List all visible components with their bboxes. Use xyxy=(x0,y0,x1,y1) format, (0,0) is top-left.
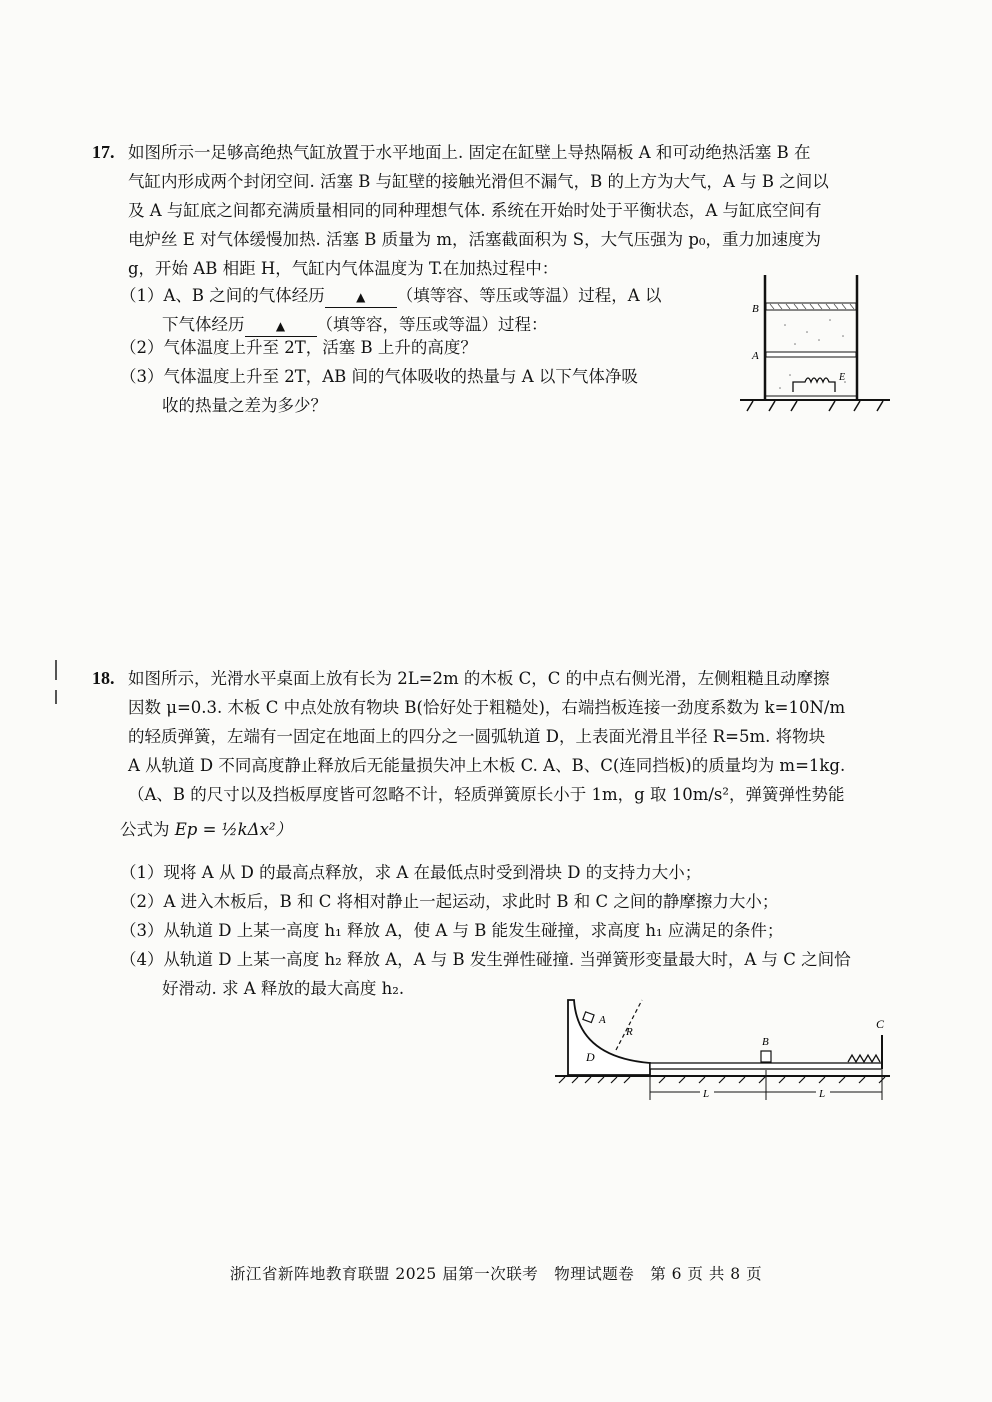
label-a: A xyxy=(752,350,759,362)
block-a xyxy=(583,1012,594,1023)
q17-line: 及 A 与缸底之间都充满质量相同的同种理想气体. 系统在开始时处于平衡状态，A 与缸底空间有 xyxy=(128,201,822,220)
q18-formula xyxy=(120,815,292,844)
q17-sub2: （2）气体温度上升至 2T，活塞 B 上升的高度？ xyxy=(120,338,477,357)
label-b: B xyxy=(762,1036,769,1048)
q18-line: 如图所示，光滑水平桌面上放有长为 2L=2m 的木板 C，C 的中点右侧光滑，左侧粗糙且动摩擦 xyxy=(128,669,830,688)
arc-track-d xyxy=(568,1000,650,1075)
label-r: R xyxy=(626,1026,633,1038)
q17-line: 气缸内形成两个封闭空间. 活塞 B 与缸壁的接触光滑但不漏气，B 的上方为大气，A 与 B 之间以 xyxy=(128,172,829,191)
radius-line xyxy=(616,1000,642,1050)
label-l2: L xyxy=(819,1088,826,1100)
q17-blank-1 xyxy=(325,286,397,308)
heater-coil xyxy=(793,378,835,392)
q17-line: g，开始 AB 相距 H，气缸内气体温度为 T.在加热过程中： xyxy=(128,259,559,278)
q17-stem xyxy=(128,138,918,283)
q17-line: 电炉丝 E 对气体缓慢加热. 活塞 B 质量为 m，活塞截面积为 S，大气压强为 p₀，重力加速度为 xyxy=(128,230,821,249)
q18-stem xyxy=(128,664,918,809)
q17-line: 如图所示一足够高绝热气缸放置于水平地面上. 固定在缸壁上导热隔板 A 和可动绝热活塞 B 在 xyxy=(128,143,811,162)
q17-cylinder-figure xyxy=(735,270,895,415)
q18-sub: （4）从轨道 D 上某一高度 h₂ 释放 A，A 与 B 发生弹性碰撞. 当弹簧形变量最大时，A 与 C 之间恰 xyxy=(120,950,851,969)
board-c xyxy=(650,1063,882,1069)
q17-sub3-line: 收的热量之差为多少？ xyxy=(162,396,327,415)
margin-mark xyxy=(55,660,57,680)
q18-line: 因数 μ=0.3. 木板 C 中点处放有物块 B(恰好处于粗糙处)，右端挡板连接一劲度系数为 k=10N/m xyxy=(128,698,846,717)
blank-marker: ▲ xyxy=(275,319,286,333)
label-a: A xyxy=(599,1014,606,1026)
label-c: C xyxy=(876,1017,885,1031)
q18-track-figure xyxy=(550,995,895,1105)
q17-sub1-text-c: 下气体经历 xyxy=(162,315,245,334)
block-b xyxy=(761,1051,771,1062)
page-footer: 浙江省新阵地教育联盟 2025 届第一次联考 物理试题卷 第 6 页 共 8 页 xyxy=(229,1265,763,1283)
formula: Ep = ½kΔx²） xyxy=(174,820,292,839)
margin-mark xyxy=(55,690,57,704)
q17-sub1-text-a: （1）A、B 之间的气体经历 xyxy=(120,286,325,305)
q18-sub: （1）现将 A 从 D 的最高点释放，求 A 在最低点时受到滑块 D 的支持力大小； xyxy=(120,863,702,882)
q18-line: A 从轨道 D 不同高度静止释放后无能量损失冲上木板 C. A、B、C(连同挡板)的质量均为 m=1kg. xyxy=(128,756,846,775)
q17-sub1-text-b: （填等容、等压或等温）过程，A 以 xyxy=(396,286,662,305)
label-e: E xyxy=(839,372,846,383)
q18-subs xyxy=(120,858,920,1003)
label-l1: L xyxy=(703,1088,710,1100)
label-d: D xyxy=(586,1050,595,1064)
q17-sub1-text-d: （填等容，等压或等温）过程： xyxy=(316,315,548,334)
q17-sub3 xyxy=(120,362,638,420)
q18-sub: （2）A 进入木板后，B 和 C 将相对静止一起运动，求此时 B 和 C 之间的静摩擦力大小； xyxy=(120,892,779,911)
q17-number: 17. xyxy=(92,142,115,162)
label-b: B xyxy=(752,303,759,315)
spring xyxy=(848,1055,880,1062)
q18-sub: 好滑动. 求 A 释放的最大高度 h₂. xyxy=(162,979,405,998)
q18-number: 18. xyxy=(92,668,115,688)
piston-b xyxy=(766,303,856,310)
q18-line: 的轻质弹簧，左端有一固定在地面上的四分之一圆弧轨道 D，上表面光滑且半径 R=5m. 将物块 xyxy=(128,727,826,746)
formula-prefix: 公式为 xyxy=(120,820,170,839)
q18-line: （A、B 的尺寸以及挡板厚度皆可忽略不计，轻质弹簧原长小于 1m，g 取 10m/s²，弹簧弹性势能 xyxy=(128,785,845,804)
partition-a xyxy=(766,352,856,357)
q17-sub3-line: （3）气体温度上升至 2T，AB 间的气体吸收的热量与 A 以下气体净吸 xyxy=(120,367,638,386)
q18-sub: （3）从轨道 D 上某一高度 h₁ 释放 A，使 A 与 B 能发生碰撞，求高度 h₁ 应满足的条件； xyxy=(120,921,784,940)
blank-marker: ▲ xyxy=(356,290,366,304)
